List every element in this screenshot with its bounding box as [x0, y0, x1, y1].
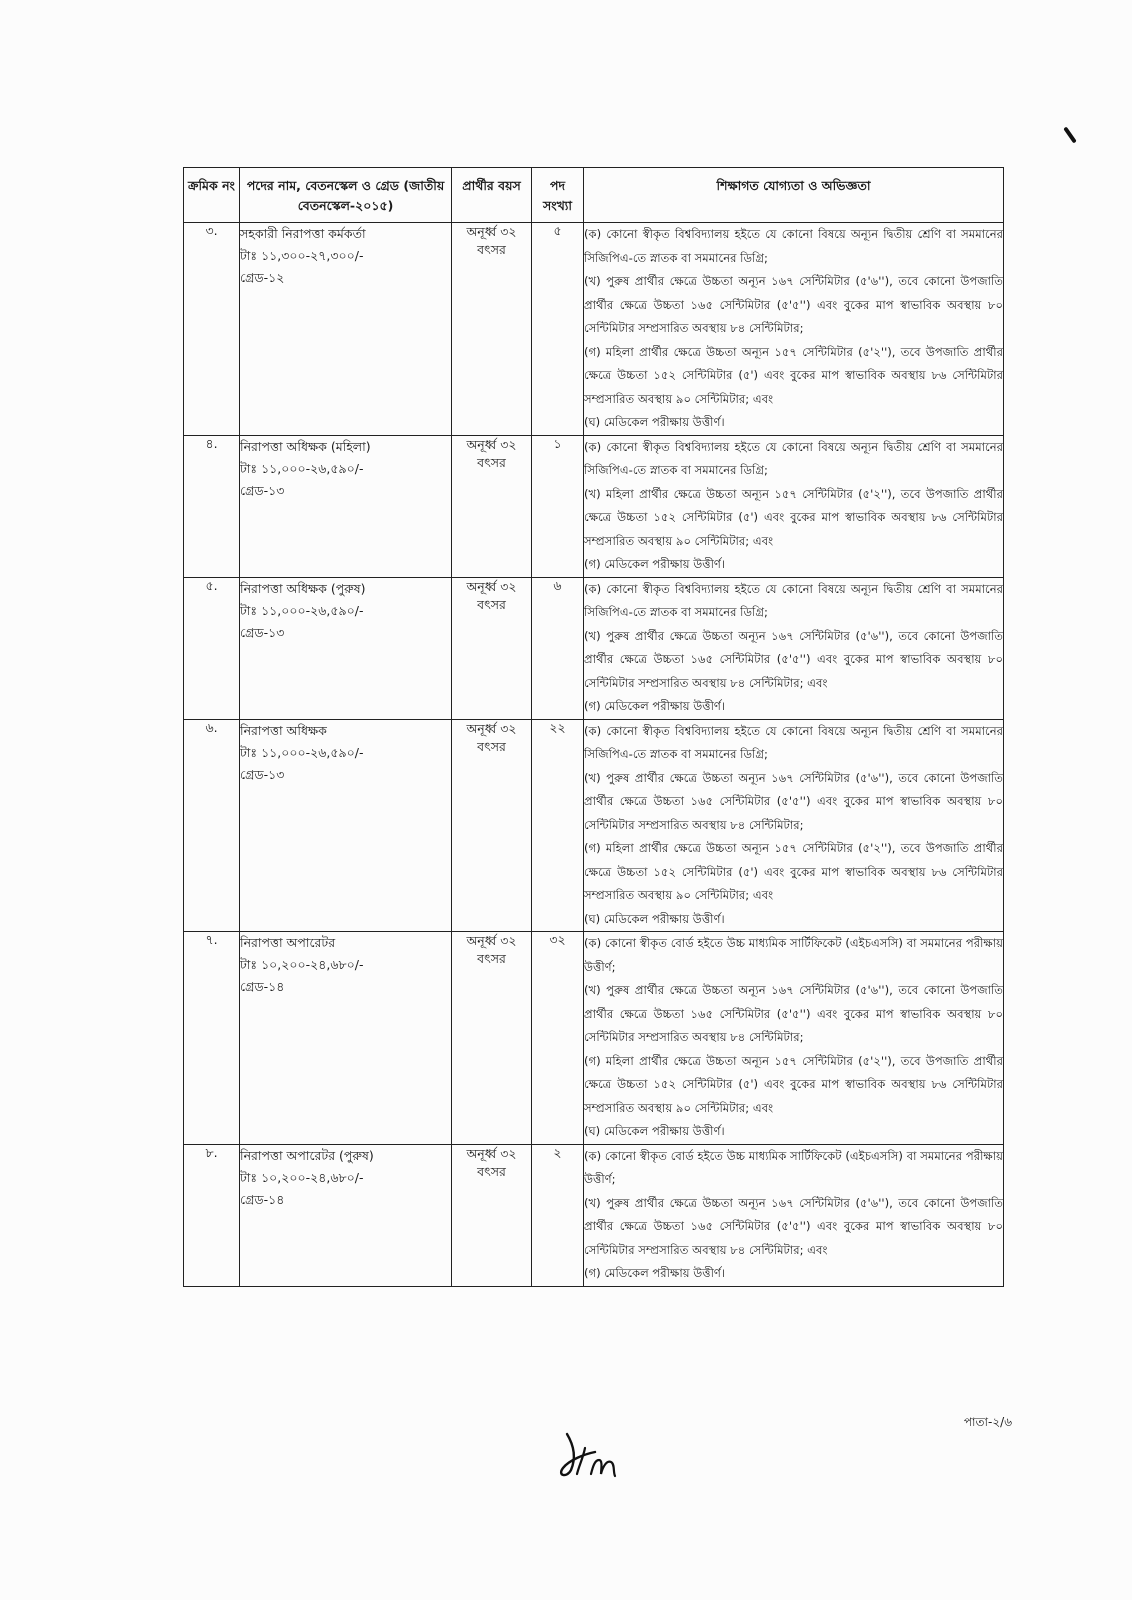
header-serial: ক্রমিক নং	[184, 168, 240, 223]
post-name: নিরাপত্তা অপারেটর	[240, 935, 336, 950]
qualification-item: (খ) পুরুষ প্রার্থীর ক্ষেত্রে উচ্চতা অন্যূন ১৬৭ সেন্টিমিটার (৫'৬''), তবে কোনো উপজাতি প্রার্থীর ক্ষেত্রে উচ্চতা ১৬৫ সেন্টিমিটার (৫'৫'') এবং বুকের মাপ স্বাভাবিক অবস্থায় ৮০ সেন্টিমিটার সম্প্রসারিত অবস্থায় ৮৪ সেন্টিমিটার; এবং	[584, 1195, 1003, 1257]
post-count-cell: ২	[532, 1144, 584, 1286]
qualification-item: (ঘ) মেডিকেল পরীক্ষায় উত্তীর্ণ।	[584, 415, 725, 429]
post-count-cell: ২২	[532, 719, 584, 932]
post-cell	[240, 577, 452, 719]
qualification-item: (খ) পুরুষ প্রার্থীর ক্ষেত্রে উচ্চতা অন্যূন ১৬৭ সেন্টিমিটার (৫'৬''), তবে কোনো উপজাতি প্রার্থীর ক্ষেত্রে উচ্চতা ১৬৫ সেন্টিমিটার (৫'৫'') এবং বুকের মাপ স্বাভাবিক অবস্থায় ৮০ সেন্টিমিটার সম্প্রসারিত অবস্থায় ৮৪ সেন্টিমিটার; এবং	[584, 628, 1003, 690]
qualification-item: (ক) কোনো স্বীকৃত বিশ্ববিদ্যালয় হইতে যে কোনো বিষয়ে অন্যূন দ্বিতীয় শ্রেণি বা সমমানের সিজিপিএ-তে স্নাতক বা সমমানের ডিগ্রি;	[584, 581, 1003, 619]
qualification-cell	[584, 223, 1004, 436]
qualification-item: (গ) মেডিকেল পরীক্ষায় উত্তীর্ণ।	[584, 557, 726, 571]
qualification-item: (ঘ) মেডিকেল পরীক্ষায় উত্তীর্ণ।	[584, 1124, 725, 1138]
post-name: সহকারী নিরাপত্তা কর্মকর্তা	[240, 226, 366, 241]
serial-cell: ৪.	[184, 435, 240, 577]
qualification-item: (ক) কোনো স্বীকৃত বোর্ড হইতে উচ্চ মাধ্যমিক সার্টিফিকেট (এইচএসসি) বা সমমানের পরীক্ষায় উত্তীর্ণ;	[584, 936, 1003, 974]
post-count-cell: ১	[532, 435, 584, 577]
age-cell: অনূর্ধ্ব ৩২ বৎসর	[452, 719, 532, 932]
pay-scale: টাঃ ১১,৩০০-২৭,৩০০/-	[240, 248, 364, 263]
recruitment-posts-table	[183, 167, 1004, 1287]
post-cell	[240, 719, 452, 932]
table-row	[184, 223, 1004, 436]
qualification-item: (ক) কোনো স্বীকৃত বিশ্ববিদ্যালয় হইতে যে কোনো বিষয়ে অন্যূন দ্বিতীয় শ্রেণি বা সমমানের সিজিপিএ-তে স্নাতক বা সমমানের ডিগ্রি;	[584, 723, 1003, 761]
post-cell	[240, 223, 452, 436]
qualification-item: (খ) পুরুষ প্রার্থীর ক্ষেত্রে উচ্চতা অন্যূন ১৬৭ সেন্টিমিটার (৫'৬''), তবে কোনো উপজাতি প্রার্থীর ক্ষেত্রে উচ্চতা ১৬৫ সেন্টিমিটার (৫'৫'') এবং বুকের মাপ স্বাভাবিক অবস্থায় ৮০ সেন্টিমিটার সম্প্রসারিত অবস্থায় ৮৪ সেন্টিমিটার;	[584, 770, 1003, 832]
pay-scale: টাঃ ১১,০০০-২৬,৫৯০/-	[240, 460, 364, 476]
table-row	[184, 577, 1004, 719]
serial-cell: ৬.	[184, 719, 240, 932]
grade: গ্রেড-১৪	[240, 1191, 285, 1207]
age-cell: অনূর্ধ্ব ৩২ বৎসর	[452, 1144, 532, 1286]
qualification-item: (ক) কোনো স্বীকৃত বোর্ড হইতে উচ্চ মাধ্যমিক সার্টিফিকেট (এইচএসসি) বা সমমানের পরীক্ষায় উত্তীর্ণ;	[584, 1148, 1003, 1186]
qualification-cell	[584, 932, 1004, 1145]
post-name: নিরাপত্তা অপারেটর (পুরুষ)	[240, 1147, 374, 1163]
grade: গ্রেড-১৩	[240, 624, 285, 640]
post-count-cell: ৫	[532, 223, 584, 436]
pay-scale: টাঃ ১১,০০০-২৬,৫৯০/-	[240, 744, 364, 760]
post-cell	[240, 435, 452, 577]
page-number: পাতা-২/৬	[963, 1415, 1012, 1429]
post-name: নিরাপত্তা অধিক্ষক	[240, 722, 327, 738]
serial-cell: ৩.	[184, 223, 240, 436]
grade: গ্রেড-১৩	[240, 766, 285, 782]
qualification-cell	[584, 435, 1004, 577]
table-body	[184, 223, 1004, 1287]
serial-cell: ৮.	[184, 1144, 240, 1286]
pay-scale: টাঃ ১০,২০০-২৪,৬৮০/-	[240, 957, 364, 972]
pay-scale: টাঃ ১০,২০০-২৪,৬৮০/-	[240, 1169, 364, 1185]
serial-cell: ৭.	[184, 932, 240, 1145]
grade: গ্রেড-১২	[240, 270, 285, 285]
qualification-item: (গ) মেডিকেল পরীক্ষায় উত্তীর্ণ।	[584, 1266, 726, 1280]
age-cell: অনূর্ধ্ব ৩২ বৎসর	[452, 435, 532, 577]
grade: গ্রেড-১৪	[240, 979, 285, 994]
signature	[555, 1430, 627, 1482]
table-header-row	[184, 168, 1004, 223]
qualification-item: (গ) মহিলা প্রার্থীর ক্ষেত্রে উচ্চতা অন্যূন ১৫৭ সেন্টিমিটার (৫'২''), তবে উপজাতি প্রার্থীর ক্ষেত্রে উচ্চতা ১৫২ সেন্টিমিটার (৫') এবং বুকের মাপ স্বাভাবিক অবস্থায় ৮৬ সেন্টিমিটার সম্প্রসারিত অবস্থায় ৯০ সেন্টিমিটার; এবং	[584, 1053, 1003, 1115]
post-cell	[240, 1144, 452, 1286]
qualification-item: (খ) পুরুষ প্রার্থীর ক্ষেত্রে উচ্চতা অন্যূন ১৬৭ সেন্টিমিটার (৫'৬''), তবে কোনো উপজাতি প্রার্থীর ক্ষেত্রে উচ্চতা ১৬৫ সেন্টিমিটার (৫'৫'') এবং বুকের মাপ স্বাভাবিক অবস্থায় ৮০ সেন্টিমিটার সম্প্রসারিত অবস্থায় ৮৪ সেন্টিমিটার;	[584, 274, 1003, 335]
qualification-item: (গ) মহিলা প্রার্থীর ক্ষেত্রে উচ্চতা অন্যূন ১৫৭ সেন্টিমিটার (৫'২''), তবে উপজাতি প্রার্থীর ক্ষেত্রে উচ্চতা ১৫২ সেন্টিমিটার (৫') এবং বুকের মাপ স্বাভাবিক অবস্থায় ৮৬ সেন্টিমিটার সম্প্রসারিত অবস্থায় ৯০ সেন্টিমিটার; এবং	[584, 841, 1003, 902]
post-cell	[240, 932, 452, 1145]
qualification-cell	[584, 1144, 1004, 1286]
corner-pen-mark	[1063, 126, 1077, 143]
age-cell: অনূর্ধ্ব ৩২ বৎসর	[452, 223, 532, 436]
table-row	[184, 719, 1004, 932]
qualification-cell	[584, 577, 1004, 719]
pay-scale: টাঃ ১১,০০০-২৬,৫৯০/-	[240, 602, 364, 618]
header-age: প্রার্থীর বয়স	[452, 168, 532, 223]
qualification-item: (গ) মহিলা প্রার্থীর ক্ষেত্রে উচ্চতা অন্যূন ১৫৭ সেন্টিমিটার (৫'২''), তবে উপজাতি প্রার্থীর ক্ষেত্রে উচ্চতা ১৫২ সেন্টিমিটার (৫') এবং বুকের মাপ স্বাভাবিক অবস্থায় ৮৬ সেন্টিমিটার সম্প্রসারিত অবস্থায় ৯০ সেন্টিমিটার; এবং	[584, 344, 1003, 406]
qualification-item: (ক) কোনো স্বীকৃত বিশ্ববিদ্যালয় হইতে যে কোনো বিষয়ে অন্যূন দ্বিতীয় শ্রেণি বা সমমানের সিজিপিএ-তে স্নাতক বা সমমানের ডিগ্রি;	[584, 227, 1003, 265]
grade: গ্রেড-১৩	[240, 482, 285, 498]
table-row	[184, 1144, 1004, 1286]
post-name: নিরাপত্তা অধিক্ষক (পুরুষ)	[240, 580, 366, 596]
table-row	[184, 932, 1004, 1145]
header-qualification: শিক্ষাগত যোগ্যতা ও অভিজ্ঞতা	[584, 168, 1004, 223]
qualification-item: (খ) পুরুষ প্রার্থীর ক্ষেত্রে উচ্চতা অন্যূন ১৬৭ সেন্টিমিটার (৫'৬''), তবে কোনো উপজাতি প্রার্থীর ক্ষেত্রে উচ্চতা ১৬৫ সেন্টিমিটার (৫'৫'') এবং বুকের মাপ স্বাভাবিক অবস্থায় ৮০ সেন্টিমিটার সম্প্রসারিত অবস্থায় ৮৪ সেন্টিমিটার;	[584, 983, 1003, 1044]
post-count-cell: ৬	[532, 577, 584, 719]
qualification-item: (ঘ) মেডিকেল পরীক্ষায় উত্তীর্ণ।	[584, 911, 725, 926]
post-name: নিরাপত্তা অধিক্ষক (মহিলা)	[240, 438, 371, 454]
qualification-item: (ক) কোনো স্বীকৃত বিশ্ববিদ্যালয় হইতে যে কোনো বিষয়ে অন্যূন দ্বিতীয় শ্রেণি বা সমমানের সিজিপিএ-তে স্নাতক বা সমমানের ডিগ্রি;	[584, 439, 1003, 477]
age-cell: অনূর্ধ্ব ৩২ বৎসর	[452, 577, 532, 719]
header-post: পদের নাম, বেতনস্কেল ও গ্রেড (জাতীয় বেতনস্কেল-২০১৫)	[240, 168, 452, 223]
qualification-cell	[584, 719, 1004, 932]
qualification-item: (খ) মহিলা প্রার্থীর ক্ষেত্রে উচ্চতা অন্যূন ১৫৭ সেন্টিমিটার (৫'২''), তবে উপজাতি প্রার্থীর ক্ষেত্রে উচ্চতা ১৫২ সেন্টিমিটার (৫') এবং বুকের মাপ স্বাভাবিক অবস্থায় ৮৬ সেন্টিমিটার সম্প্রসারিত অবস্থায় ৯০ সেন্টিমিটার; এবং	[584, 486, 1003, 548]
table-row	[184, 435, 1004, 577]
qualification-item: (গ) মেডিকেল পরীক্ষায় উত্তীর্ণ।	[584, 699, 726, 713]
header-count: পদ সংখ্যা	[532, 168, 584, 223]
age-cell: অনূর্ধ্ব ৩২ বৎসর	[452, 932, 532, 1145]
post-count-cell: ৩২	[532, 932, 584, 1145]
serial-cell: ৫.	[184, 577, 240, 719]
